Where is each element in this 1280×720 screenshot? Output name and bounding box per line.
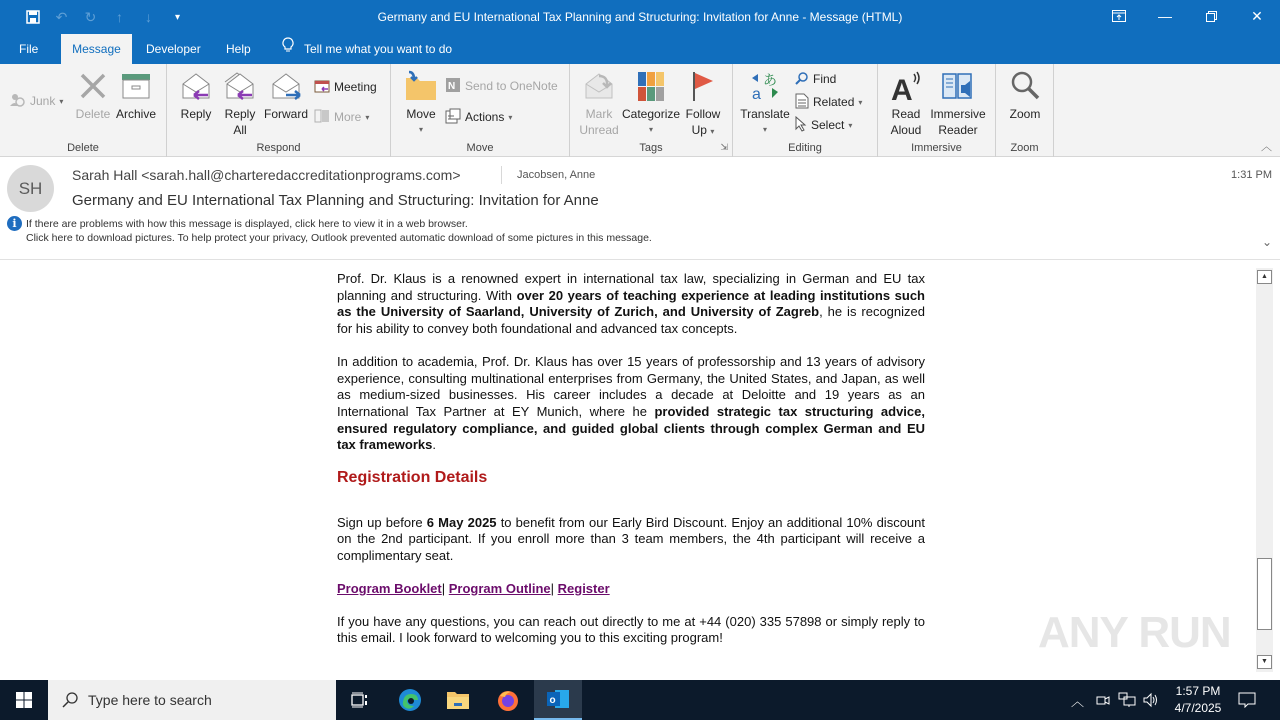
divider [501, 166, 502, 184]
follow-up-button[interactable]: Follow Up ▾ [682, 70, 724, 140]
zoom-button[interactable]: Zoom [1004, 70, 1046, 122]
junk-icon [10, 93, 26, 110]
group-zoom [996, 64, 1054, 157]
undo-icon[interactable]: ↶ [55, 8, 68, 25]
ribbon-display-options-icon[interactable] [1096, 0, 1142, 32]
view-in-browser-infobar[interactable]: If there are problems with how this message is displayed, click here to view it in a web browser. [26, 218, 468, 230]
forward-icon [270, 70, 302, 102]
tab-help[interactable]: Help [226, 42, 251, 56]
taskbar-search-box[interactable] [48, 680, 336, 720]
svg-text:o: o [549, 695, 556, 706]
read-aloud-icon [890, 70, 922, 102]
taskbar [0, 680, 1280, 720]
window-title: Germany and EU International Tax Planning and Structuring: Invitation for Anne - Message (HTML) [377, 10, 903, 24]
read-aloud-button[interactable]: A Read Aloud [886, 70, 926, 138]
group-delete [0, 64, 167, 157]
categorize-button[interactable]: Categorize ▾ [622, 70, 680, 138]
svg-text:A: A [891, 74, 913, 102]
previous-item-icon[interactable]: ↑ [116, 9, 123, 25]
chevron-down-icon: ▾ [858, 97, 863, 107]
outlook-icon [546, 688, 570, 710]
recipient[interactable]: Jacobsen, Anne [517, 169, 596, 181]
outlook-taskbar-button[interactable] [534, 680, 582, 720]
reply-icon [180, 70, 212, 102]
anyrun-watermark: ANY RUN [1038, 608, 1231, 657]
taskbar-clock[interactable]: 1:57 PM 4/7/2025 [1174, 684, 1222, 715]
select-button[interactable]: Select ▾ [795, 115, 852, 135]
group-move [391, 64, 570, 157]
group-editing [733, 64, 878, 157]
chevron-down-icon: ▾ [418, 125, 423, 134]
group-label-immersive: Immersive [911, 142, 962, 154]
tab-developer[interactable]: Developer [146, 42, 201, 56]
group-label-zoom: Zoom [1010, 142, 1039, 154]
send-to-onenote-button[interactable]: N Send to OneNote [445, 76, 558, 96]
chevron-down-icon: ▾ [648, 125, 653, 134]
actions-button[interactable]: Actions ▾ [445, 107, 512, 127]
delete-button[interactable]: Delete [74, 70, 112, 122]
meet-now-icon[interactable] [1095, 680, 1111, 720]
vertical-scrollbar[interactable] [1256, 268, 1273, 672]
scroll-thumb[interactable] [1257, 558, 1272, 630]
tab-file[interactable]: File [19, 42, 39, 56]
related-button[interactable]: Related ▾ [795, 92, 862, 112]
onenote-icon [445, 77, 461, 96]
tags-dialog-launcher-icon[interactable]: ⇲ [720, 142, 728, 152]
forward-button[interactable]: Forward [263, 70, 309, 122]
lightbulb-icon [282, 34, 294, 64]
redo-icon[interactable]: ↻ [84, 8, 97, 25]
chevron-down-icon: ▾ [365, 112, 370, 122]
edge-taskbar-button[interactable] [386, 680, 434, 720]
next-item-icon[interactable]: ↓ [145, 9, 152, 25]
close-icon[interactable]: ✕ [1251, 7, 1263, 24]
junk-button[interactable]: Junk ▾ [10, 91, 63, 111]
categorize-icon [637, 70, 665, 102]
chevron-down-icon: ▾ [848, 120, 853, 130]
actions-icon [445, 108, 461, 127]
program-links: Program Booklet| Program Outline| Register [337, 580, 610, 596]
avatar: SH [7, 165, 54, 212]
edge-icon [398, 688, 422, 712]
ribbon [0, 64, 1280, 157]
program-outline-link[interactable]: Program Outline [448, 580, 551, 596]
register-link[interactable]: Register [557, 580, 610, 596]
title-bar [0, 0, 1280, 34]
immersive-reader-icon [941, 70, 975, 102]
group-tags [570, 64, 733, 157]
archive-icon [120, 70, 152, 102]
show-hidden-icons-button[interactable]: ︿ [1071, 693, 1085, 709]
download-pictures-infobar[interactable]: Click here to download pictures. To help protect your privacy, Outlook prevented automatic download of some pictures in this message. [26, 232, 652, 244]
sender[interactable]: Sarah Hall <sarah.hall@charteredaccreditationprograms.com> [72, 167, 461, 183]
task-view-button[interactable] [336, 680, 384, 720]
restore-icon[interactable] [1188, 0, 1234, 32]
translate-icon [750, 70, 780, 102]
tell-me-box[interactable] [272, 34, 462, 64]
firefox-taskbar-button[interactable] [484, 680, 532, 720]
firefox-icon [496, 688, 520, 712]
move-button[interactable]: Move ▾ [401, 70, 441, 138]
meeting-icon [314, 79, 330, 96]
group-label-editing: Editing [788, 142, 822, 154]
find-icon [795, 71, 809, 88]
flag-icon [689, 70, 717, 102]
translate-button[interactable]: あ a Translate ▾ [739, 70, 791, 138]
more-respond-button[interactable]: More ▾ [314, 107, 369, 127]
minimize-icon[interactable]: — [1158, 8, 1172, 24]
group-respond [167, 64, 391, 157]
notifications-icon[interactable] [1238, 680, 1256, 720]
chevron-down-icon: ▾ [59, 96, 64, 106]
message-subject: Germany and EU International Tax Planning and Structuring: Invitation for Anne [72, 192, 599, 209]
svg-text:a: a [752, 86, 761, 102]
svg-text:あ: あ [763, 73, 777, 89]
chevron-down-icon: ▾ [710, 127, 715, 136]
group-label-respond: Respond [256, 142, 301, 154]
collapse-ribbon-icon[interactable]: ︿ [1261, 141, 1272, 153]
ribbon-tabs [0, 34, 1280, 64]
group-label-delete: Delete [67, 142, 99, 154]
mark-unread-icon [583, 70, 615, 102]
task-view-icon [351, 692, 369, 708]
group-label-move: Move [466, 142, 494, 154]
file-explorer-taskbar-button[interactable] [434, 680, 482, 720]
paragraph-registration: Sign up before 6 May 2025 to benefit from our Early Bird Discount. Enjoy an additional 10% discount on the 2nd participant. If you enroll more than 3 team members, the 4th participant will receive a complimentary seat. [337, 514, 925, 564]
delete-x-icon [77, 70, 109, 102]
folder-icon [446, 690, 470, 710]
group-label-tags: Tags [639, 142, 663, 154]
chevron-down-icon: ▾ [508, 112, 513, 122]
message-header [0, 157, 1280, 260]
chevron-down-icon[interactable]: ⌄ [1261, 235, 1272, 249]
tab-message[interactable]: Message [61, 34, 132, 64]
search-placeholder: Type here to search [88, 692, 212, 708]
registration-heading: Registration Details [337, 469, 488, 487]
reply-button[interactable]: Reply [177, 70, 215, 122]
paragraph-bio: Prof. Dr. Klaus is a renowned expert in international tax law, specializing in German and EU tax planning and structuring. With over 20 years of teaching experience at leading institutions such as the University of Saarland, University of Zurich, and University of Zagreb, he is recognized for his ability to convey both foundational and advanced tax concepts. [337, 271, 925, 337]
reply-all-button[interactable]: Reply All [221, 70, 259, 138]
tell-me-label: Tell me what you want to do [304, 42, 453, 56]
chevron-down-icon: ▾ [762, 125, 767, 134]
start-button[interactable] [0, 680, 48, 720]
network-icon[interactable] [1118, 680, 1136, 720]
customize-qat-icon[interactable]: ▾ [174, 11, 181, 23]
meeting-button[interactable]: Meeting [314, 77, 377, 97]
archive-button[interactable]: Archive [114, 70, 158, 122]
scroll-down-arrow-icon[interactable]: ▼ [1257, 655, 1272, 669]
related-icon [795, 93, 809, 112]
immersive-reader-button[interactable]: Immersive Reader [928, 70, 988, 138]
sent-time: 1:31 PM [1231, 169, 1272, 181]
windows-logo-icon [16, 692, 32, 708]
reply-all-icon [224, 70, 256, 102]
volume-icon[interactable] [1142, 680, 1160, 720]
mark-unread-button[interactable]: Mark Unread [578, 70, 620, 138]
select-cursor-icon [795, 116, 807, 135]
info-icon: i [7, 216, 22, 231]
email-content [337, 271, 925, 663]
more-icon [314, 109, 330, 126]
paragraph-contact: If you have any questions, you can reach out directly to me at +44 (020) 335 57898 or simply reply to this email. I look forward to welcoming you to this exciting program! [337, 613, 925, 646]
scroll-up-arrow-icon[interactable]: ▲ [1257, 270, 1272, 284]
move-folder-icon [404, 70, 438, 102]
search-icon [62, 692, 78, 708]
zoom-magnifier-icon [1009, 70, 1041, 102]
svg-text:N: N [448, 80, 456, 92]
program-booklet-link[interactable]: Program Booklet [337, 580, 442, 596]
paragraph-experience: In addition to academia, Prof. Dr. Klaus has over 15 years of professorship and 13 years of advisory experience, consulting multinational enterprises from Germany, the United States, and Japan, as well as medium-sized businesses. His career includes a decade at Deloitte and 19 years as an International Tax Partner at EY Munich, where he provided strategic tax structuring advice, ensured regulatory compliance, and guided global clients through complex German and EU tax frameworks. [337, 353, 925, 453]
group-immersive [878, 64, 996, 157]
find-button[interactable]: Find [795, 69, 836, 89]
